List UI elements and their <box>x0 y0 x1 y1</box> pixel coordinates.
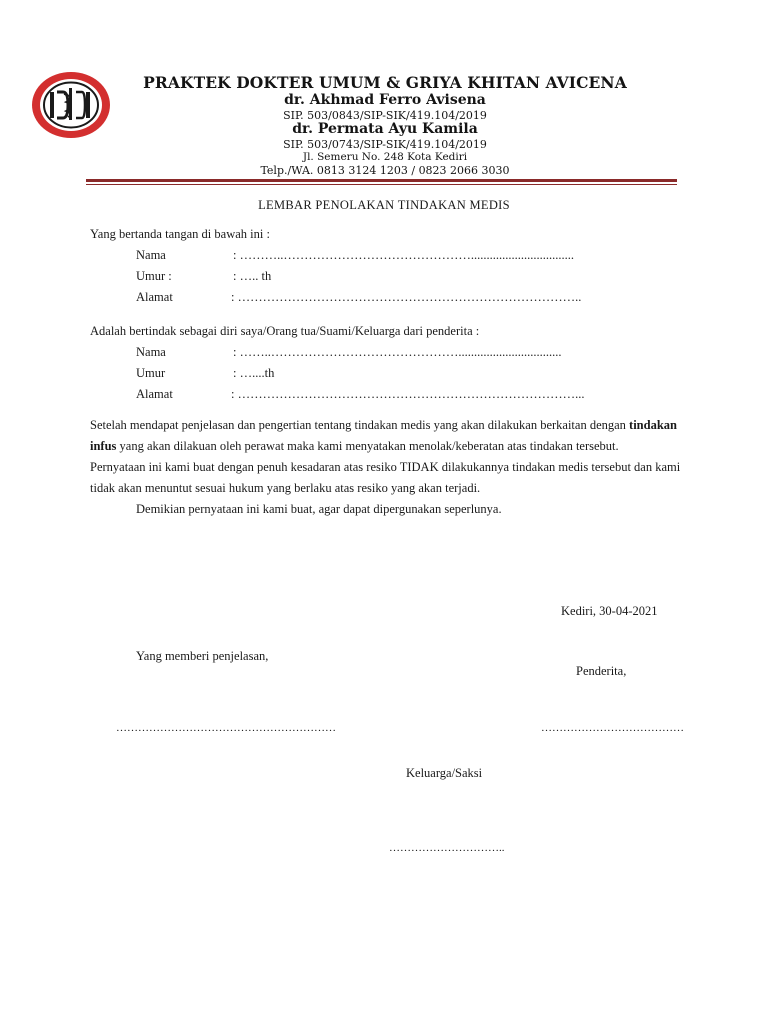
explainer-label: Yang memberi penjelasan, <box>136 649 269 663</box>
patient-label-address: Alamat <box>136 387 173 401</box>
patient-label-age: Umur <box>136 366 166 380</box>
doctor1-sip: SIP. 503/0843/SIP-SIK/419.104/2019 <box>283 109 487 122</box>
patient-value-address: : ………………………………………………………………………... <box>231 387 585 401</box>
clinic-address: Jl. Semeru No. 248 Kota Kediri <box>302 151 468 163</box>
intro-text: Yang bertanda tangan di bawah ini : <box>90 227 270 241</box>
field-label-name: Nama <box>136 248 166 262</box>
patient-value-age: : …....th <box>233 366 275 380</box>
refusal-text-end: yang akan dilakuan oleh perawat maka kami menyatakan menolak/keberatan atas tindakan tersebut. <box>116 439 619 453</box>
clinic-phone: Telp./WA. 0813 3124 1203 / 0823 2066 3030 <box>260 164 510 177</box>
patient-label-name: Nama <box>136 345 166 359</box>
procedure-name: tindakan infus <box>90 418 677 453</box>
field-value-name: : ………..………………………………………................................. <box>233 248 574 262</box>
explainer-signature-line: …………………………………………………… <box>116 722 336 734</box>
closing-paragraph: Demikian pernyataan ini kami buat, agar dapat dipergunakan seperlunya. <box>136 502 502 516</box>
refusal-paragraph <box>90 415 690 457</box>
field-value-age: : ….. th <box>233 269 272 283</box>
refusal-text-start: Setelah mendapat penjelasan dan pengertian tentang tindakan medis yang akan dilakukan berkaitan dengan <box>90 418 630 432</box>
witness-label: Keluarga/Saksi <box>406 766 483 780</box>
patient-signature-line: ………………………………… <box>541 722 684 734</box>
field-label-address: Alamat <box>136 290 173 304</box>
place-date: Kediri, 30-04-2021 <box>561 604 658 618</box>
doctor2-sip: SIP. 503/0743/SIP-SIK/419.104/2019 <box>283 138 487 151</box>
witness-signature-line: ………………………….. <box>389 842 505 854</box>
clinic-name: PRAKTEK DOKTER UMUM & GRIYA KHITAN AVICENA <box>143 73 627 92</box>
statement-body <box>90 415 690 520</box>
patient-value-name: : ……..………………………………………................................. <box>233 345 562 359</box>
document-title: LEMBAR PENOLAKAN TINDAKAN MEDIS <box>258 198 510 212</box>
header-divider-thick <box>86 179 677 182</box>
relation-text: Adalah bertindak sebagai diri saya/Orang tua/Suami/Keluarga dari penderita : <box>90 324 480 338</box>
field-label-age: Umur : <box>136 269 172 283</box>
awareness-paragraph: Pernyataan ini kami buat dengan penuh kesadaran atas resiko TIDAK dilakukannya tindakan medis tersebut dan kami tidak akan menuntut sesuai hukum yang berlaku atas resiko yang akan terjadi. <box>90 460 681 495</box>
doctor2-name: dr. Permata Ayu Kamila <box>292 121 478 137</box>
patient-signature-label: Penderita, <box>576 664 627 678</box>
doctor1-name: dr. Akhmad Ferro Avisena <box>284 92 486 108</box>
header-divider-thin <box>86 184 677 185</box>
field-value-address: : ……………………………………………………………………….. <box>231 290 582 304</box>
clinic-logo <box>30 70 112 140</box>
